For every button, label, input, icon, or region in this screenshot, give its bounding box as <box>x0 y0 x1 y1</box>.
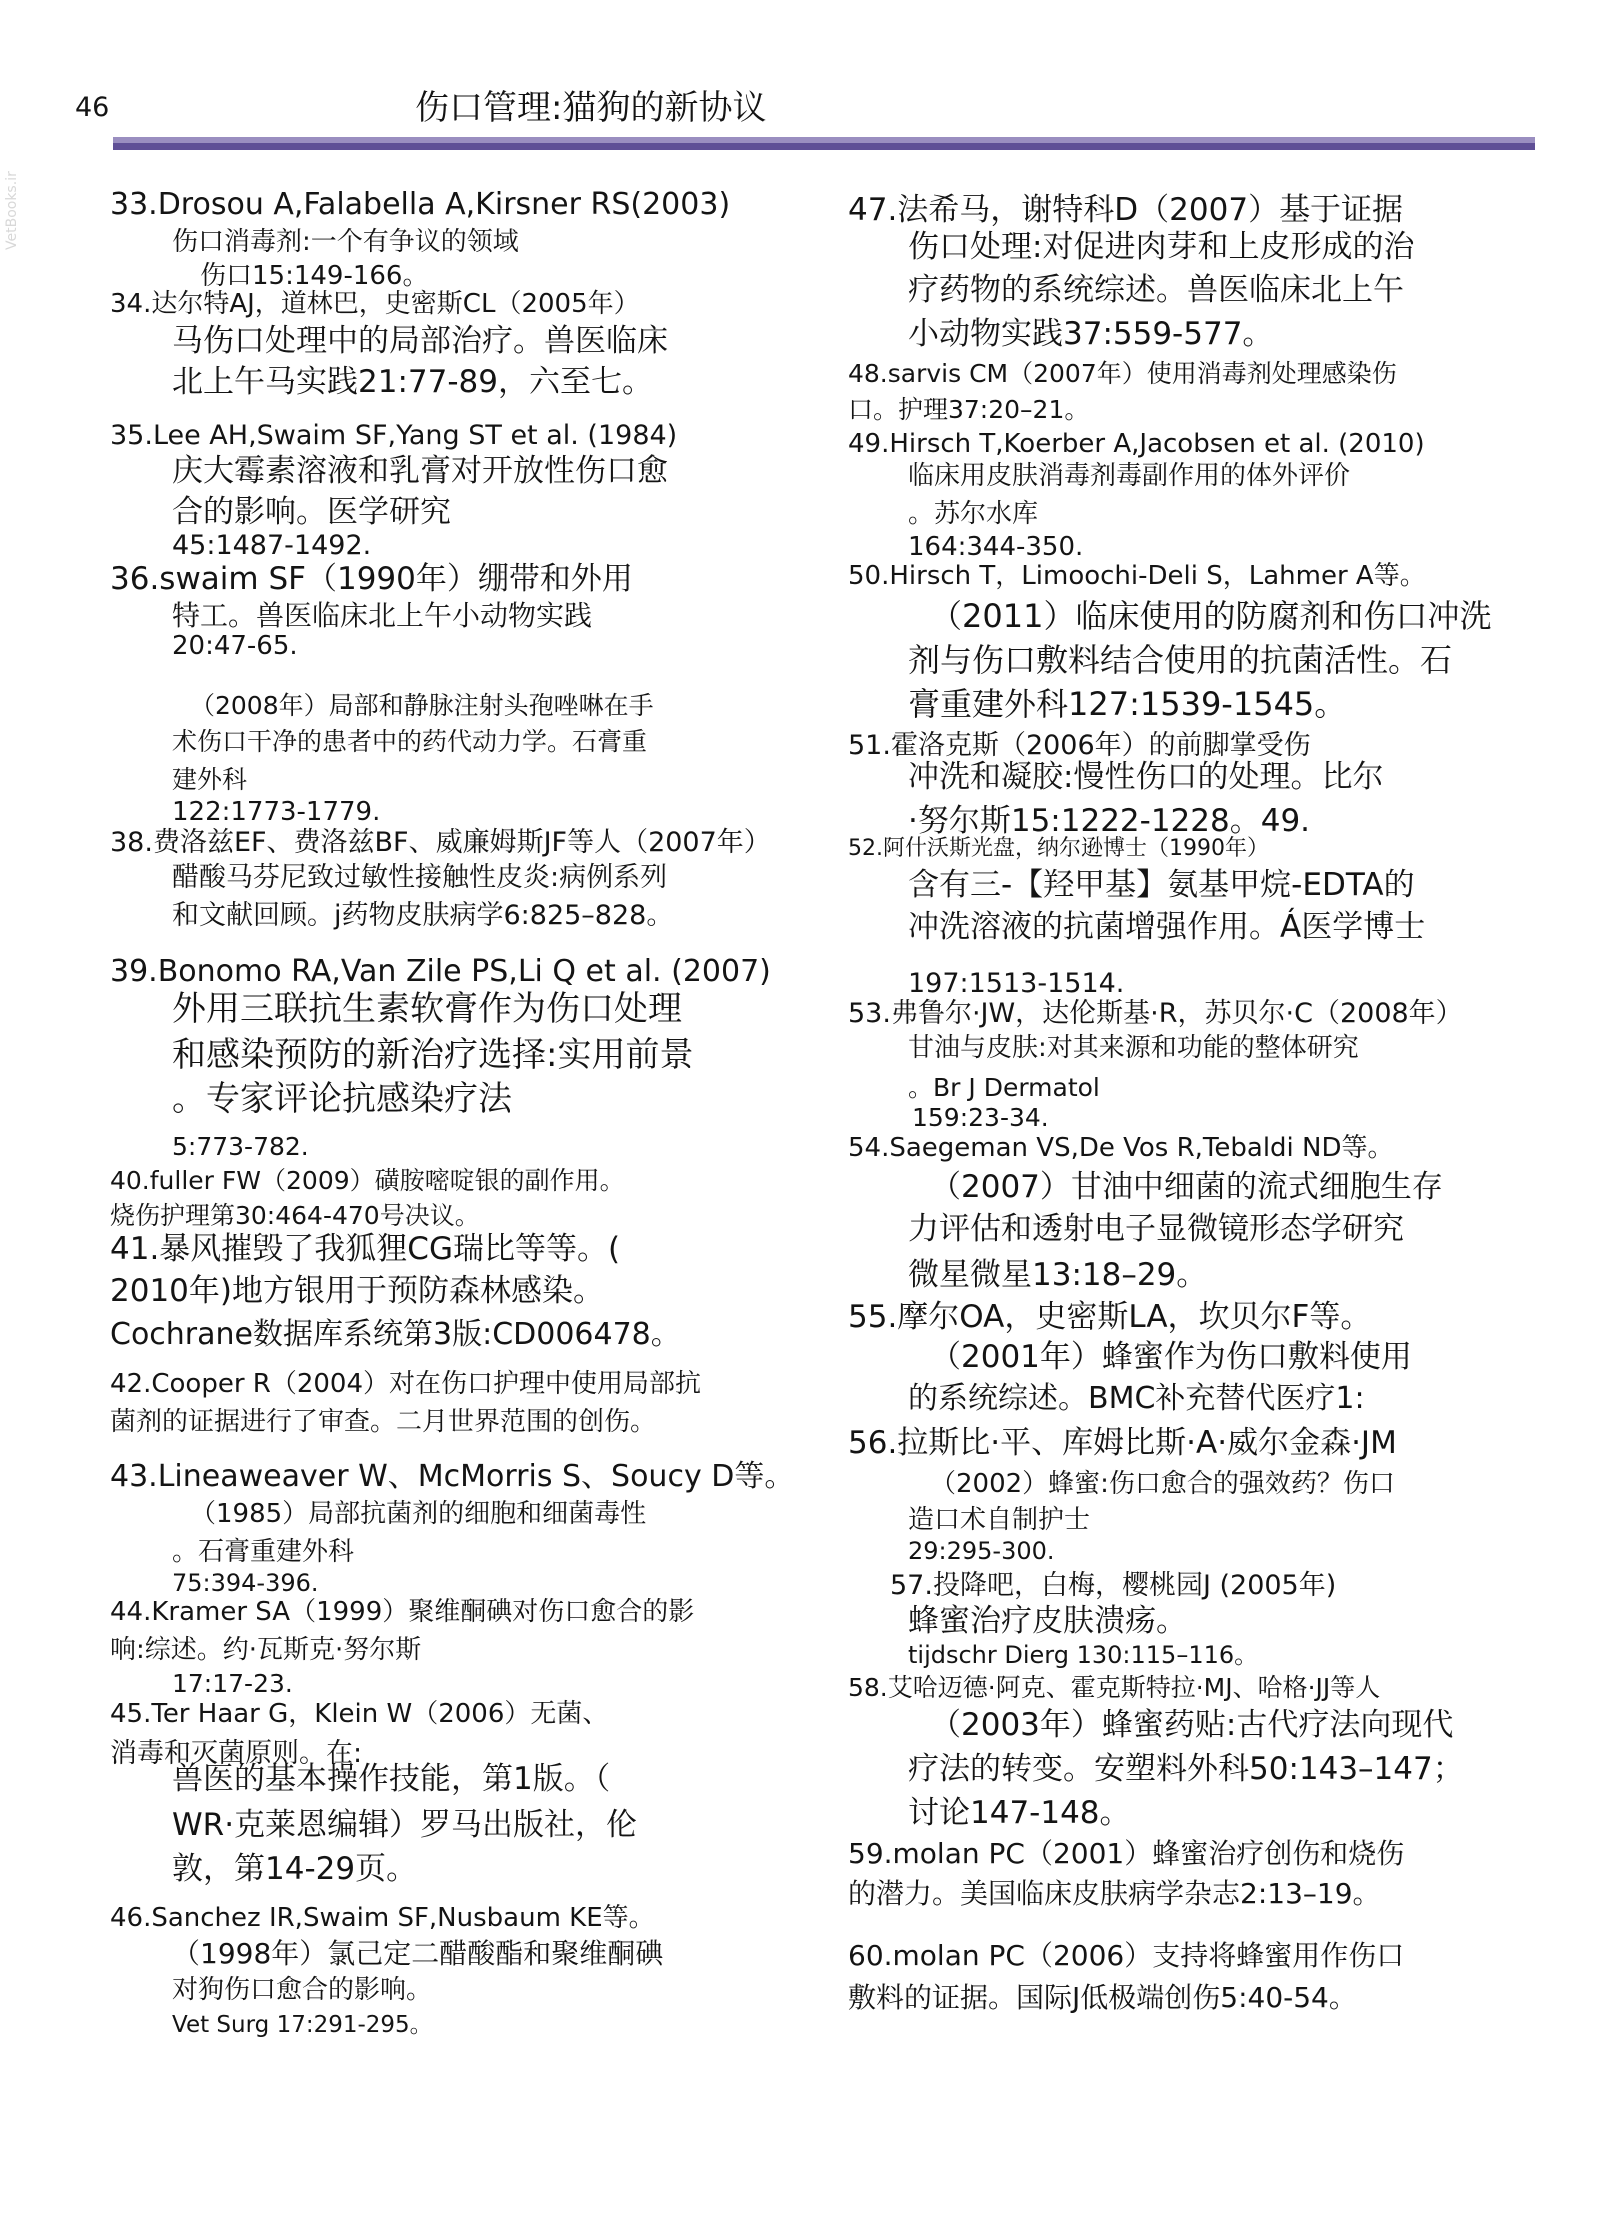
reference-line: （2001年）蜂蜜作为伤口敷料使用 <box>930 1339 1412 1375</box>
reference-line: 5:773-782. <box>172 1132 309 1161</box>
reference-line: 45:1487-1492. <box>172 530 372 561</box>
reference-line: 北上午马实践21:77-89，六至七。 <box>172 364 653 400</box>
reference-line: 特工。兽医临床北上午小动物实践 <box>172 599 593 632</box>
reference-line: 58.艾哈迈德·阿克、霍克斯特拉·MJ、哈格·JJ等人 <box>848 1673 1381 1702</box>
reference-line: 兽医的基本操作技能，第1版。（ <box>172 1761 611 1797</box>
reference-line: 建外科 <box>172 765 248 794</box>
reference-line: 。石膏重建外科 <box>172 1537 355 1567</box>
reference-line: 冲洗溶液的抗菌增强作用。Á医学博士 <box>908 909 1426 945</box>
reference-line: 术伤口干净的患者中的药代动力学。石膏重 <box>172 727 648 756</box>
reference-line: 39.Bonomo RA,Van Zile PS,Li Q et al. (2007) <box>110 954 771 989</box>
reference-line: 40.fuller FW（2009）磺胺嘧啶银的副作用。 <box>110 1166 625 1195</box>
reference-line: 41.暴风摧毁了我狐狸CG瑞比等等。( <box>110 1231 621 1267</box>
reference-line: 57.投降吧，白梅，樱桃园J (2005年) <box>890 1570 1337 1601</box>
reference-line: 庆大霉素溶液和乳膏对开放性伤口愈 <box>172 453 668 489</box>
reference-line: 56.拉斯比·平、库姆比斯·A·威尔金森·JM <box>848 1425 1397 1461</box>
reference-line: （2003年）蜂蜜药贴:古代疗法向现代 <box>930 1707 1454 1743</box>
reference-line: 159:23-34. <box>912 1103 1049 1132</box>
reference-line: 敷料的证据。国际J低极端创伤5:40-54。 <box>848 1981 1357 2014</box>
reference-line: 46.Sanchez IR,Swaim SF,Nusbaum KE等。 <box>110 1903 655 1933</box>
reference-line: 疗法的转变。安塑料外科50:143–147； <box>908 1751 1464 1787</box>
reference-line: 55.摩尔OA，史密斯LA，坎贝尔F等。 <box>848 1299 1372 1335</box>
reference-line: 力评估和透射电子显微镜形态学研究 <box>908 1211 1404 1247</box>
reference-line: 烧伤护理第30:464-470号决议。 <box>110 1201 480 1230</box>
reference-line: 醋酸马芬尼致过敏性接触性皮炎:病例系列 <box>172 862 668 893</box>
reference-line: 38.费洛兹EF、费洛兹BF、威廉姆斯JF等人（2007年） <box>110 827 771 858</box>
reference-line: 小动物实践37:559-577。 <box>908 316 1274 352</box>
reference-line: 197:1513-1514. <box>908 968 1125 999</box>
reference-line: （2008年）局部和静脉注射头孢唑啉在手 <box>190 691 654 720</box>
reference-line: 合的影响。医学研究 <box>172 494 451 530</box>
reference-line: 伤口处理:对促进肉芽和上皮形成的治 <box>908 229 1415 265</box>
reference-line: 59.molan PC（2001）蜂蜜治疗创伤和烧伤 <box>848 1837 1405 1870</box>
reference-line: 伤口15:149-166。 <box>200 261 429 291</box>
reference-line: Cochrane数据库系统第3版:CD006478。 <box>110 1317 681 1352</box>
reference-line: 的潜力。美国临床皮肤病学杂志2:13–19。 <box>848 1877 1381 1910</box>
reference-line: 外用三联抗生素软膏作为伤口处理 <box>172 989 682 1029</box>
reference-line: 49.Hirsch T,Koerber A,Jacobsen et al. (2010) <box>848 429 1425 459</box>
reference-line: 48.sarvis CM（2007年）使用消毒剂处理感染伤 <box>848 359 1397 388</box>
reference-line: 疗药物的系统综述。兽医临床北上午 <box>908 272 1404 308</box>
reference-line: （2007）甘油中细菌的流式细胞生存 <box>930 1169 1443 1205</box>
reference-line: （1985）局部抗菌剂的细胞和细菌毒性 <box>190 1499 647 1529</box>
reference-line: 含有三-【羟甲基】氨基甲烷-EDTA的 <box>908 867 1415 903</box>
reference-line: 54.Saegeman VS,De Vos R,Tebaldi ND等。 <box>848 1133 1394 1163</box>
reference-line: 造口术自制护士 <box>908 1505 1091 1535</box>
reference-line: 47.法希马，谢特科D（2007）基于证据 <box>848 192 1404 228</box>
reference-line: 17:17-23. <box>172 1669 293 1698</box>
reference-line: 冲洗和凝胶:慢性伤口的处理。比尔 <box>908 759 1384 795</box>
reference-line: 的系统综述。BMC补充替代医疗1: <box>908 1381 1365 1416</box>
reference-line: 164:344-350. <box>908 532 1084 562</box>
reference-line: 。苏尔水库 <box>908 499 1039 529</box>
reference-line: 35.Lee AH,Swaim SF,Yang ST et al. (1984) <box>110 420 678 451</box>
reference-line: ·努尔斯15:1222-1228。49. <box>908 803 1311 839</box>
reference-line: （1998年）氯己定二醋酸酯和聚维酮碘 <box>172 1937 664 1970</box>
reference-line: 。Br J Dermatol <box>908 1073 1100 1102</box>
reference-line: 60.molan PC（2006）支持将蜂蜜用作伤口 <box>848 1939 1405 1972</box>
reference-line: 2010年)地方银用于预防森林感染。 <box>110 1273 604 1309</box>
reference-line: 50.Hirsch T，Limoochi-Deli S，Lahmer A等。 <box>848 561 1426 591</box>
reference-line: WR·克莱恩编辑）罗马出版社，伦 <box>172 1807 638 1843</box>
reference-line: 膏重建外科127:1539-1545。 <box>908 685 1347 723</box>
reference-line: 75:394-396. <box>172 1569 319 1597</box>
reference-line: 临床用皮肤消毒剂毒副作用的体外评价 <box>908 461 1351 491</box>
running-title: 伤口管理:猫狗的新协议 <box>415 88 767 128</box>
reference-line: 马伤口处理中的局部治疗。兽医临床 <box>172 323 668 359</box>
reference-line: 20:47-65. <box>172 631 298 661</box>
reference-line: 口。护理37:20–21。 <box>848 395 1090 424</box>
reference-line: 。专家评论抗感染疗法 <box>172 1079 512 1119</box>
reference-line: （2011）临床使用的防腐剂和伤口冲洗 <box>930 597 1492 635</box>
reference-line: 43.Lineaweaver W、McMorris S、Soucy D等。 <box>110 1459 795 1494</box>
reference-line: 和感染预防的新治疗选择:实用前景 <box>172 1035 694 1075</box>
reference-line: 33.Drosou A,Falabella A,Kirsner RS(2003) <box>110 187 731 222</box>
reference-line: 敦，第14-29页。 <box>172 1851 418 1887</box>
reference-line: 44.Kramer SA（1999）聚维酮碘对伤口愈合的影 <box>110 1597 695 1627</box>
watermark: VetBooks.ir <box>4 171 20 250</box>
reference-line: 34.达尔特AJ，道林巴，史密斯CL（2005年） <box>110 289 640 319</box>
reference-line: 伤口消毒剂:一个有争议的领域 <box>172 227 519 257</box>
reference-line: 菌剂的证据进行了审查。二月世界范围的创伤。 <box>110 1407 657 1437</box>
reference-line: 甘油与皮肤:对其来源和功能的整体研究 <box>908 1033 1359 1063</box>
page-number: 46 <box>75 92 110 123</box>
reference-line: 讨论147-148。 <box>908 1795 1131 1831</box>
reference-line: 45.Ter Haar G，Klein W（2006）无菌、 <box>110 1699 609 1729</box>
reference-line: 52.阿什沃斯光盘，纳尔逊博士（1990年） <box>848 836 1269 861</box>
reference-line: 29:295-300. <box>908 1537 1055 1565</box>
reference-line: 42.Cooper R（2004）对在伤口护理中使用局部抗 <box>110 1369 702 1399</box>
reference-line: 和文献回顾。j药物皮肤病学6:825–828。 <box>172 900 674 931</box>
reference-line: （2002）蜂蜜:伤口愈合的强效药？伤口 <box>930 1469 1395 1499</box>
header-rule-dark <box>113 143 1535 150</box>
reference-line: Vet Surg 17:291-295。 <box>172 2012 433 2038</box>
reference-line: 53.弗鲁尔·JW，达伦斯基·R，苏贝尔·C（2008年） <box>848 998 1463 1029</box>
reference-line: 122:1773-1779. <box>172 797 381 827</box>
reference-line: tijdschr Dierg 130:115–116。 <box>908 1641 1259 1669</box>
reference-line: 微星微星13:18–29。 <box>908 1257 1208 1293</box>
reference-line: 36.swaim SF（1990年）绷带和外用 <box>110 561 633 597</box>
reference-line: 消毒和灭菌原则。在: <box>110 1738 363 1769</box>
reference-line: 蜂蜜治疗皮肤溃疡。 <box>908 1603 1187 1639</box>
reference-line: 响:综述。约·瓦斯克·努尔斯 <box>110 1635 422 1665</box>
reference-line: 剂与伤口敷料结合使用的抗菌活性。石 <box>908 641 1453 679</box>
reference-line: 51.霍洛克斯（2006年）的前脚掌受伤 <box>848 730 1311 761</box>
reference-line: 对狗伤口愈合的影响。 <box>172 1975 433 2005</box>
